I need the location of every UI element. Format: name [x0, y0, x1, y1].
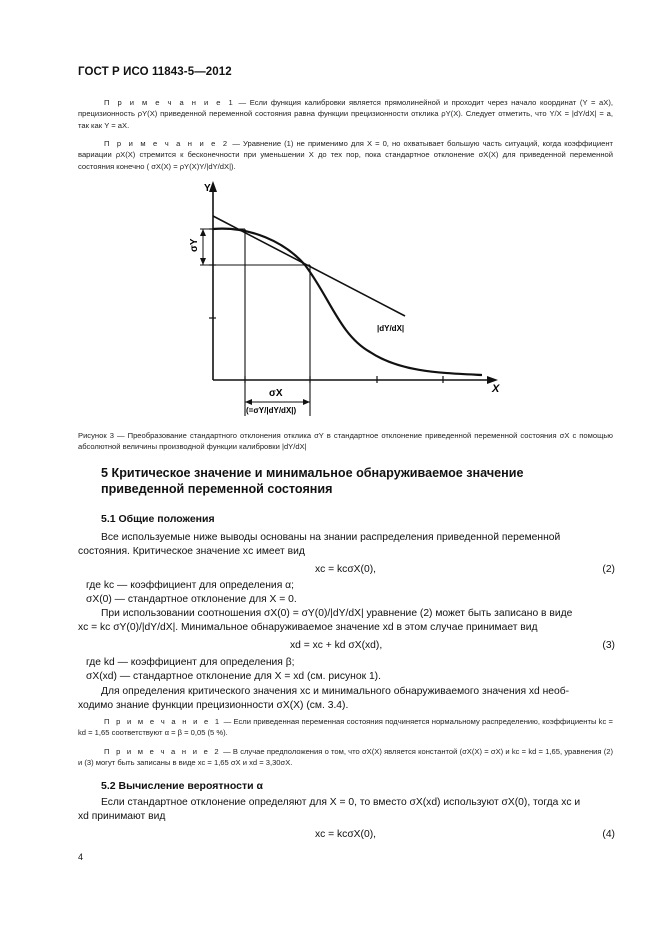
calibration-curve: [213, 229, 482, 375]
sigma-y-label: σY: [189, 238, 200, 252]
s51-p1-line1: Все используемые ниже выводы основаны на знании распределения приведенной переменной: [101, 532, 561, 543]
tangent-line: [213, 216, 405, 316]
x-axis-label: X: [492, 383, 500, 395]
s51-p2-line1: При использовании соотношения σX(0) = σY(0)/|dY/dX| уравнение (2) может быть записано в виде: [101, 608, 573, 619]
section-5-title-line1: 5 Критическое значение и минимальное обнаруживаемое значение: [101, 466, 524, 480]
s51-where-2: σX(0) — стандартное отклонение для X = 0.: [86, 594, 297, 605]
note-1: [78, 97, 613, 131]
s51-note-2-label: П р и м е ч а н и е 2: [104, 747, 221, 756]
note-2-label: П р и м е ч а н и е 2: [104, 139, 230, 148]
figure-caption: Рисунок 3 — Преобразование стандартного отклонения отклика σY в стандартное отклонение приведенной переменной состояния σX с помощью абсолютной величины производной функции калибровки |dY/dX|: [78, 431, 613, 452]
equation-2: xc = kcσX(0),: [315, 564, 376, 575]
page-header: ГОСТ Р ИСО 11843-5—2012: [78, 66, 232, 78]
section-5-1-title: 5.1 Общие положения: [101, 513, 215, 525]
s51-note-1-label: П р и м е ч а н и е 1: [104, 717, 222, 726]
note-2: [78, 138, 613, 172]
s52-p1-line1: Если стандартное отклонение определяют для X = 0, то вместо σX(xd) используют σX(0), тогда xc и: [101, 797, 581, 808]
s51-note-2: [78, 746, 613, 769]
y-axis-label: Y: [204, 183, 211, 194]
note-2-text: — Уравнение (1) не применимо для X = 0, но охватывает большую часть ситуаций, когда коэффициент вариации ρX(X) стремится к бесконечности при уменьшении X до тех пор, пока стандартное отклонение σX(X) для приведенной переменной состояния конечно ( σX(X) = ρY(X)Y/|dY/dX|).: [78, 139, 613, 171]
s51-where-1: где kc — коэффициент для определения α;: [86, 580, 294, 591]
equation-3-number: (3): [602, 640, 615, 651]
s51-p3-line2: ходимо знание функции прецизионности σX(X) (см. 3.4).: [78, 700, 349, 711]
equation-3: xd = xc + kd σX(xd),: [290, 640, 383, 651]
s51-note-1: [78, 716, 613, 739]
s51-note-1-text: — Если приведенная переменная состояния подчиняется нормальному распределению, коэффициенты kc = kd = 1,65 соответствуют α = β = 0,05 (5 %).: [78, 717, 613, 738]
section-5-title-line2: приведенной переменной состояния: [101, 482, 333, 496]
s51-p2-line2: xc = kc σY(0)/|dY/dX|. Минимальное обнаруживаемое значение xd в этом случае принимает вид: [78, 622, 538, 633]
note-1-text: — Если функция калибровки является прямолинейной и проходит через начало координат (Y = aX), прецизионность ρY(X) приведенной переменной состояния равна функции прецизионности отклика ρY(X). Следует отметить, что Y/X = |dY/dX| = a, так как Y = aX.: [78, 98, 613, 130]
note-1-label: П р и м е ч а н и е 1: [104, 98, 235, 107]
s52-p1-line2: xd принимают вид: [78, 811, 166, 822]
sigma-x-label: σX: [269, 388, 283, 399]
s51-p3-line1: Для определения критического значения xc и минимального обнаруживаемого значения xd необ-: [101, 686, 570, 697]
s51-where-3: где kd — коэффициент для определения β;: [86, 657, 295, 668]
equation-4-number: (4): [602, 829, 615, 840]
equation-2-number: (2): [602, 564, 615, 575]
s51-note-2-text: — В случае предположения о том, что σX(X) является константой (σX(X) = σX) и kc = kd = 1,65, уравнения (2) и (3) могут быть записаны в виде xc = 1,65 σX и xd = 3,30σX.: [78, 747, 613, 768]
tangent-label: |dY/dX|: [377, 324, 405, 333]
section-5-2-title: 5.2 Вычисление вероятности α: [101, 780, 263, 792]
s51-p1-line2: состояния. Критическое значение xc имеет вид: [78, 546, 305, 557]
calibration-figure: [170, 176, 510, 422]
sigma-x-formula: (=σY/|dY/dX|): [246, 406, 297, 415]
page-number: 4: [78, 852, 84, 862]
s51-where-4: σX(xd) — стандартное отклонение для X = xd (см. рисунок 1).: [86, 671, 381, 682]
equation-4: xc = kcσX(0),: [315, 829, 376, 840]
